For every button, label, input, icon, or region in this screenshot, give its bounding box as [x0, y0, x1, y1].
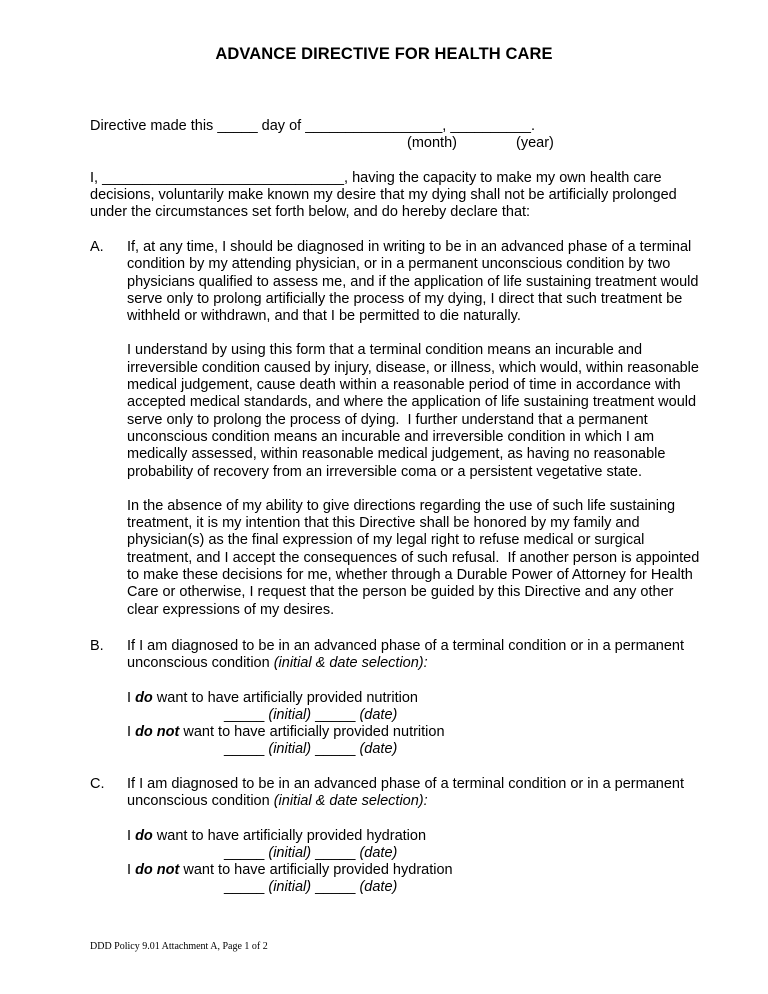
date-label: (date) — [359, 707, 398, 723]
date-blank[interactable]: _____ — [315, 845, 356, 861]
text-line: In the absence of my ability to give directions regarding the use of such life sustaining — [127, 497, 676, 514]
text-line: irreversible condition caused by injury, disease, or illness, which would, within reasonable — [127, 359, 699, 376]
text-line: Care or otherwise, I request that the person be guided by this Directive and any other — [127, 584, 674, 601]
intro-text: unconscious condition — [127, 655, 274, 671]
initial-label: (initial) — [268, 707, 312, 723]
intro-text: unconscious condition — [127, 793, 274, 809]
text-line: serve only to prolong artificially the process of my dying, I direct that such treatment be — [127, 290, 683, 307]
text-line: If, at any time, I should be diagnosed in writing to be in an advanced phase of a terminal — [127, 239, 692, 255]
section-c-intro-line-1: If I am diagnosed to be in an advanced phase of a terminal condition or in a permanent — [127, 776, 684, 792]
initial-label: (initial) — [268, 879, 312, 895]
option-prefix: I — [127, 724, 136, 740]
initial-label: (initial) — [268, 741, 312, 757]
text-line: medical judgement, cause death within a reasonable period of time in accordance with — [127, 377, 681, 394]
text-line: condition by my attending physician, or in a permanent unconscious condition by two — [127, 256, 671, 273]
declaration-line-2: decisions, voluntarily make known my desire that my dying shall not be artificially prolonged — [90, 187, 677, 203]
section-c-letter: C. — [90, 776, 105, 792]
option-prefix: I — [127, 828, 136, 844]
section-b-do-not-sign-line — [224, 741, 397, 758]
declaration-line-1: I, ______________________________, having the capacity to make my own health care — [90, 170, 662, 186]
section-b-letter: B. — [90, 638, 104, 654]
section-c-do-not-option — [127, 862, 453, 879]
text-line: accepted medical standards, and where the application of life sustaining treatment would — [127, 394, 697, 411]
initial-blank[interactable]: _____ — [224, 879, 265, 895]
date-blank[interactable]: _____ — [315, 741, 356, 757]
option-emphasis: do not — [135, 862, 180, 878]
section-a-letter: A. — [90, 239, 104, 255]
section-a-paragraph-2 — [127, 342, 727, 480]
document-title: ADVANCE DIRECTIVE FOR HEALTH CARE — [215, 45, 553, 63]
text-line: treatment, it is my intention that this Directive shall be honored by my family and — [127, 515, 640, 532]
intro-instruction: (initial & date selection): — [273, 655, 428, 671]
option-emphasis: do — [135, 828, 153, 844]
section-c-do-not-sign-line — [224, 879, 397, 896]
section-c-do-sign-line — [224, 845, 397, 862]
section-b-do-not-option — [127, 724, 445, 741]
option-text: want to have artificially provided nutrition — [179, 724, 445, 740]
section-b-do-sign-line — [224, 707, 397, 724]
page-footer: DDD Policy 9.01 Attachment A, Page 1 of 2 — [90, 941, 268, 952]
text-line: probability of recovery from an irreversible coma or a persistent vegetative state. — [127, 463, 642, 480]
date-blank[interactable]: _____ — [315, 707, 356, 723]
section-b-do-option — [127, 690, 418, 707]
text-line: physician(s) as the final expression of my legal right to refuse medical or surgical — [127, 532, 645, 549]
option-emphasis: do not — [135, 724, 180, 740]
section-b-intro-line-2 — [127, 655, 428, 672]
section-a-body — [127, 239, 727, 619]
initial-label: (initial) — [268, 845, 312, 861]
text-line: clear expressions of my desires. — [127, 601, 335, 618]
declaration-line-3: under the circumstances set forth below, and do hereby declare that: — [90, 204, 531, 220]
text-line: withheld or withdrawn, and that I be permitted to die naturally. — [127, 308, 521, 325]
text-line: I understand by using this form that a terminal condition means an incurable and — [127, 342, 643, 359]
text-line: unconscious condition means an incurable and irreversible condition in which I am — [127, 428, 655, 445]
intro-instruction: (initial & date selection): — [273, 793, 428, 809]
section-b-intro-line-1: If I am diagnosed to be in an advanced phase of a terminal condition or in a permanent — [127, 638, 684, 654]
option-text: want to have artificially provided hydration — [179, 862, 453, 878]
directive-date-line: Directive made this _____ day of _________________, __________. — [90, 118, 536, 134]
date-label: (date) — [359, 879, 398, 895]
text-line: to make these decisions for me, whether through a Durable Power of Attorney for Health — [127, 567, 693, 584]
text-line: physicians qualified to assess me, and if the application of life sustaining treatment would — [127, 273, 699, 290]
year-label: (year) — [516, 135, 554, 151]
initial-blank[interactable]: _____ — [224, 741, 265, 757]
text-line: serve only to prolong the process of dying. I further understand that a permanent — [127, 411, 648, 428]
option-prefix: I — [127, 690, 136, 706]
text-line: medically assessed, within reasonable medical judgement, as having no reasonable — [127, 446, 666, 463]
option-prefix: I — [127, 862, 136, 878]
option-text: want to have artificially provided nutrition — [152, 690, 418, 706]
date-label: (date) — [359, 741, 398, 757]
month-label: (month) — [407, 135, 457, 151]
section-a-paragraph-1 — [127, 239, 727, 325]
section-c-do-option — [127, 828, 426, 845]
section-a-paragraph-3 — [127, 498, 727, 619]
date-blank[interactable]: _____ — [315, 879, 356, 895]
text-line: treatment, and I accept the consequences of such refusal. If another person is appointed — [127, 549, 700, 566]
section-c-intro-line-2 — [127, 793, 428, 810]
option-text: want to have artificially provided hydration — [152, 828, 427, 844]
initial-blank[interactable]: _____ — [224, 845, 265, 861]
initial-blank[interactable]: _____ — [224, 707, 265, 723]
date-label: (date) — [359, 845, 398, 861]
option-emphasis: do — [135, 690, 153, 706]
